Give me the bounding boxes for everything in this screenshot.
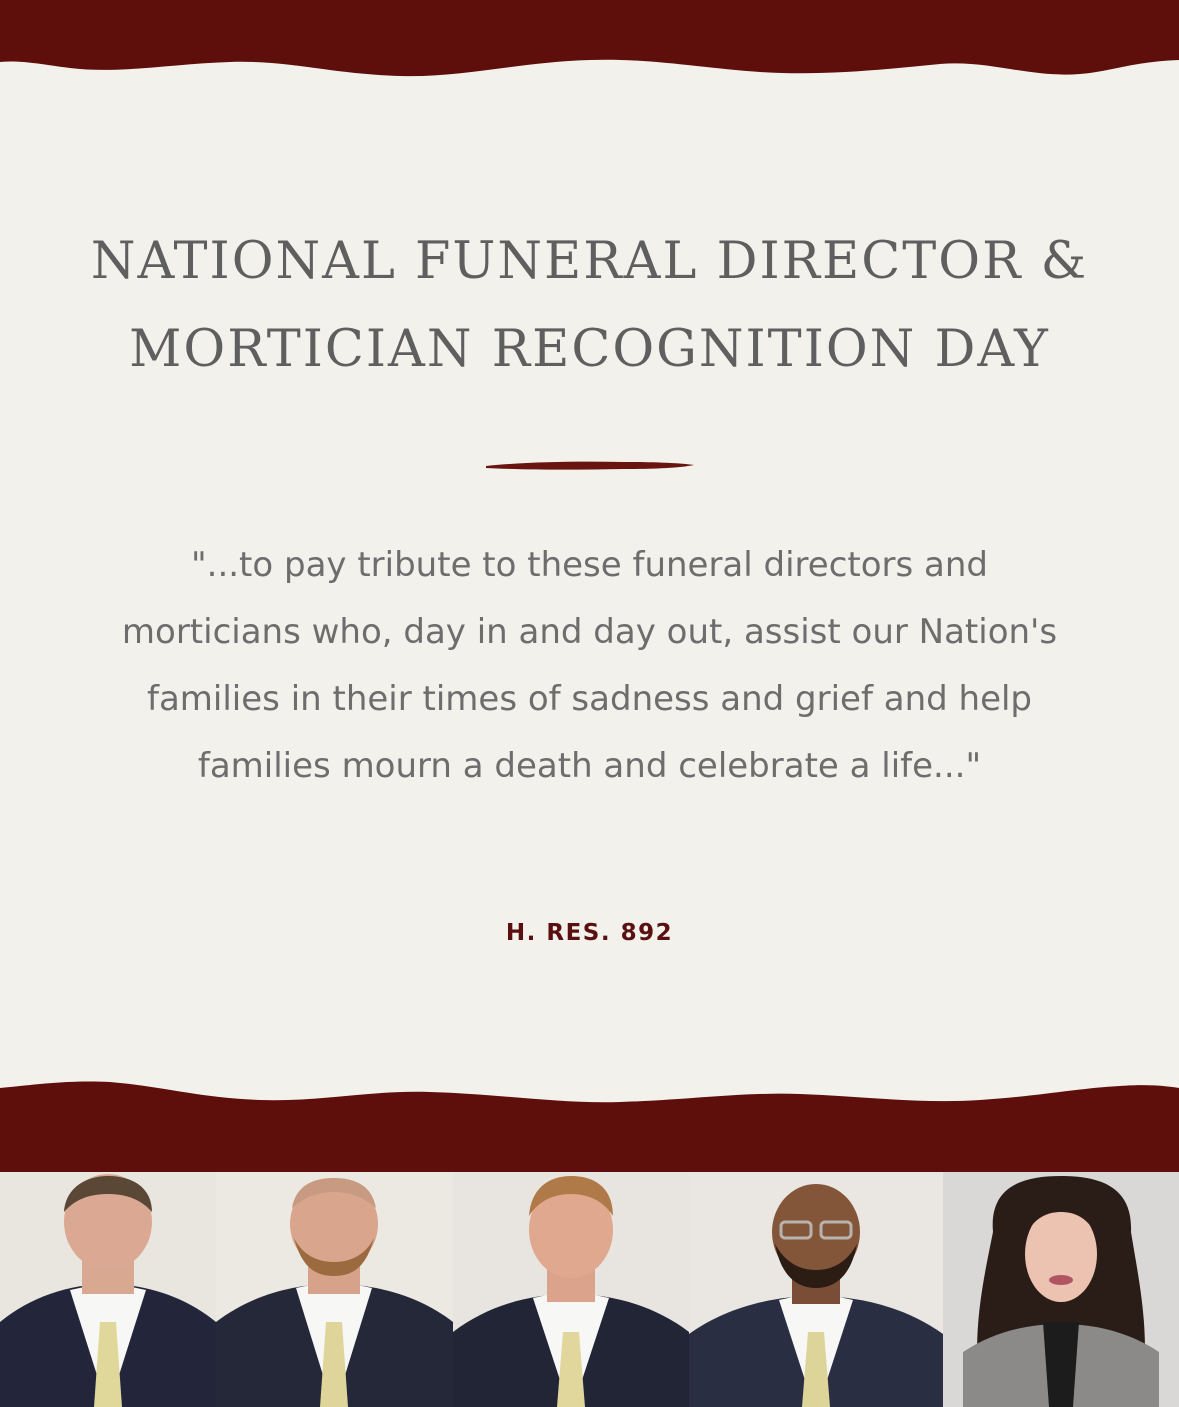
- title-line-2: MORTICIAN RECOGNITION DAY: [129, 320, 1050, 379]
- title-line-1: NATIONAL FUNERAL DIRECTOR &: [90, 232, 1089, 291]
- staff-photo-1: [0, 1172, 216, 1407]
- staff-photo-2: [216, 1172, 453, 1407]
- staff-photo-5: [943, 1172, 1179, 1407]
- brush-divider: [484, 456, 696, 476]
- top-brush-band: [0, 0, 1179, 100]
- tribute-quote: "...to pay tribute to these funeral directors and morticians who, day in and day out, assist our Nation's families in their times of sadness and grief and help families mourn a death and celebrate a life...": [121, 545, 1058, 786]
- page-title: [0, 218, 1179, 394]
- staff-photo-strip: [0, 1172, 1179, 1407]
- staff-photo-4: [689, 1172, 943, 1407]
- resolution-citation: H. RES. 892: [505, 920, 674, 946]
- staff-photo-3: [453, 1172, 689, 1407]
- bottom-brush-band: [0, 1070, 1179, 1172]
